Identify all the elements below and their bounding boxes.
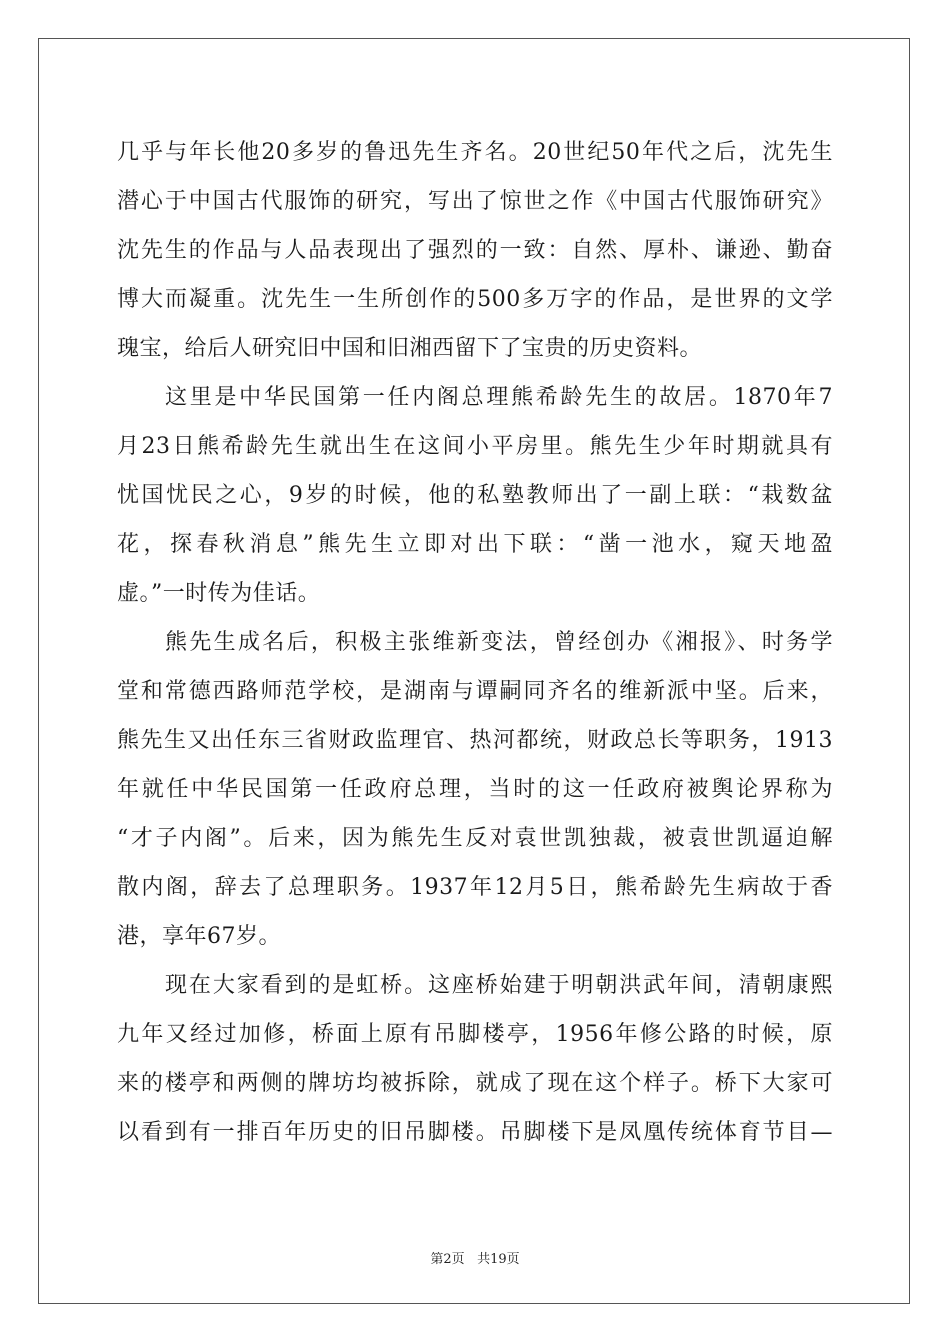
text-line: 忧国忧民之心，9岁的时候，他的私塾教师出了一副上联：“栽数盆 (117, 483, 833, 508)
text-line: 沈先生的作品与人品表现出了强烈的一致：自然、厚朴、谦逊、勤奋 (117, 238, 833, 263)
text-line: 港，享年67岁。 (117, 924, 281, 949)
page-footer (0, 1248, 950, 1267)
text-line: 潜心于中国古代服饰的研究，写出了惊世之作《中国古代服饰研究》 (117, 189, 833, 214)
text-line: 年就任中华民国第一任政府总理，当时的这一任政府被舆论界称为 (117, 777, 833, 802)
text-line: 虚。”一时传为佳话。 (117, 581, 321, 606)
text-line: 现在大家看到的是虹桥。这座桥始建于明朝洪武年间，清朝康熙 (165, 973, 833, 998)
text-line: 以看到有一排百年历史的旧吊脚楼。吊脚楼下是凤凰传统体育节目— (117, 1120, 833, 1145)
paragraph-4 (117, 961, 833, 1157)
document-body (117, 128, 833, 1157)
text-line: 这里是中华民国第一任内阁总理熊希龄先生的故居。1870年7 (165, 385, 833, 410)
paragraph-3 (117, 618, 833, 961)
text-line: 瑰宝，给后人研究旧中国和旧湘西留下了宝贵的历史资料。 (117, 336, 703, 361)
text-line: 月23日熊希龄先生就出生在这间小平房里。熊先生少年时期就具有 (117, 434, 833, 459)
text-line: 花，探春秋消息”熊先生立即对出下联：“凿一池水，窥天地盈 (117, 532, 833, 557)
page-total: 共19页 (477, 1252, 520, 1267)
text-line: “才子内阁”。后来，因为熊先生反对袁世凯独裁，被袁世凯逼迫解 (117, 826, 833, 851)
paragraph-2 (117, 373, 833, 618)
page-number: 第2页 (430, 1252, 465, 1267)
text-line: 博大而凝重。沈先生一生所创作的500多万字的作品，是世界的文学 (117, 287, 833, 312)
text-line: 九年又经过加修，桥面上原有吊脚楼亭，1956年修公路的时候，原 (117, 1022, 833, 1047)
text-line: 来的楼亭和两侧的牌坊均被拆除，就成了现在这个样子。桥下大家可 (117, 1071, 833, 1096)
text-line: 散内阁，辞去了总理职务。1937年12月5日，熊希龄先生病故于香 (117, 875, 833, 900)
text-line: 熊先生又出任东三省财政监理官、热河都统，财政总长等职务，1913 (117, 728, 833, 753)
text-line: 熊先生成名后，积极主张维新变法，曾经创办《湘报》、时务学 (165, 630, 833, 655)
paragraph-1 (117, 128, 833, 373)
text-line: 几乎与年长他20多岁的鲁迅先生齐名。20世纪50年代之后，沈先生 (117, 140, 833, 165)
text-line: 堂和常德西路师范学校，是湖南与谭嗣同齐名的维新派中坚。后来， (117, 679, 833, 704)
